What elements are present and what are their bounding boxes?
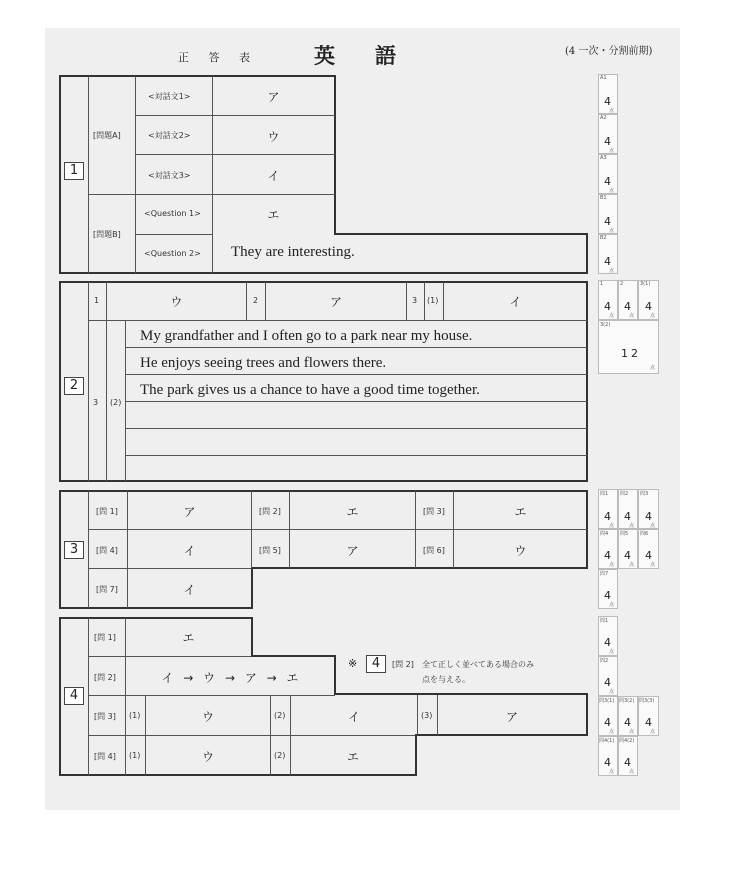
score-value: 12	[621, 347, 641, 360]
row-label: <対話文1>	[148, 92, 191, 101]
section-1-number: 1	[64, 162, 84, 180]
answer: ウ	[201, 710, 214, 724]
q-label: [問 6]	[423, 546, 445, 555]
score-value: 4	[624, 510, 631, 523]
q-sub-label: (1)	[129, 711, 141, 720]
q-label: [問 5]	[259, 546, 281, 555]
answer: ア	[346, 544, 359, 558]
note-text: 点を与える。	[422, 675, 470, 684]
score-value: 4	[645, 549, 652, 562]
answer-english: They are interesting.	[231, 244, 355, 260]
answer: イ	[183, 544, 196, 558]
essay-line: He enjoys seeing trees and flowers there.	[140, 355, 387, 371]
score-value: 4	[604, 716, 611, 729]
row-label: <Question 1>	[144, 209, 201, 218]
q-label: [問 1]	[96, 507, 118, 516]
answer: ウ	[267, 130, 280, 144]
score-value: 4	[604, 255, 611, 268]
answer: イ	[509, 295, 522, 309]
answer: イ	[347, 710, 360, 724]
note-mark: ※	[348, 657, 358, 670]
score-value: 4	[645, 510, 652, 523]
q-label: [問 3]	[423, 507, 445, 516]
score-value: 4	[624, 549, 631, 562]
q-sub-label: (1)	[129, 751, 141, 760]
score-value: 4	[604, 175, 611, 188]
q-label: [問 2]	[259, 507, 281, 516]
section-3-number: 3	[64, 541, 84, 559]
q-label: 2	[253, 296, 259, 305]
q-label: [問 2]	[94, 673, 116, 682]
q-sub-label: (2)	[274, 751, 286, 760]
score-value: 4	[624, 716, 631, 729]
q-sub-label: (2)	[110, 398, 122, 407]
score-value: 4	[604, 676, 611, 689]
score-value: 4	[604, 589, 611, 602]
answer: ア	[267, 90, 280, 104]
answer: エ	[267, 208, 280, 222]
answer: イ	[183, 583, 196, 597]
group-b-label: [問題B]	[93, 230, 121, 239]
answer: エ	[182, 631, 195, 645]
answer: ア	[183, 505, 196, 519]
section-2-number: 2	[64, 377, 84, 395]
section-4-number: 4	[64, 687, 84, 705]
score-value: 4	[604, 135, 611, 148]
essay-line: My grandfather and I often go to a park near my house.	[140, 328, 473, 344]
q-label: 3	[412, 296, 418, 305]
row-label: <対話文3>	[148, 171, 191, 180]
q-sub-label: (1)	[427, 296, 439, 305]
score-value: 4	[624, 300, 631, 313]
note-section-number: 4	[366, 655, 386, 673]
answer: イ	[267, 169, 280, 183]
score-value: 4	[645, 300, 652, 313]
score-value: 4	[604, 636, 611, 649]
q-label: [問 3]	[94, 712, 116, 721]
answer: エ	[514, 505, 527, 519]
q-label: [問 1]	[94, 633, 116, 642]
answer: エ	[346, 505, 359, 519]
score-value: 4	[604, 756, 611, 769]
exam-type: (4 一次・分割前期)	[565, 46, 653, 57]
answer-order: イ → ウ → ア → エ	[161, 671, 299, 685]
row-label: <Question 2>	[144, 249, 201, 258]
score-value: 4	[604, 95, 611, 108]
answer: ウ	[514, 544, 527, 558]
q-label: 3	[93, 398, 99, 407]
answer: エ	[346, 750, 359, 764]
answer: ウ	[170, 295, 183, 309]
answer: ア	[505, 710, 518, 724]
note-question: [問 2]	[392, 660, 414, 669]
answer: ウ	[201, 750, 214, 764]
score-value: 4	[624, 756, 631, 769]
score-value: 4	[604, 300, 611, 313]
score-value: 4	[604, 215, 611, 228]
q-sub-label: (3)	[421, 711, 433, 720]
note-text: 全て正しく並べてある場合のみ	[422, 660, 534, 669]
sheet-title: 正 答 表	[178, 51, 258, 64]
score-value: 4	[604, 549, 611, 562]
q-label: [問 7]	[96, 585, 118, 594]
answer: ア	[329, 295, 342, 309]
essay-line: The park gives us a chance to have a good time together.	[140, 382, 480, 398]
score-value: 4	[604, 510, 611, 523]
q-label: [問 4]	[94, 752, 116, 761]
score-value: 4	[645, 716, 652, 729]
q-label: [問 4]	[96, 546, 118, 555]
subject-title: 英語	[314, 43, 436, 68]
q-sub-label: (2)	[274, 711, 286, 720]
group-a-label: [問題A]	[93, 131, 121, 140]
row-label: <対話文2>	[148, 131, 191, 140]
q-label: 1	[94, 296, 100, 305]
